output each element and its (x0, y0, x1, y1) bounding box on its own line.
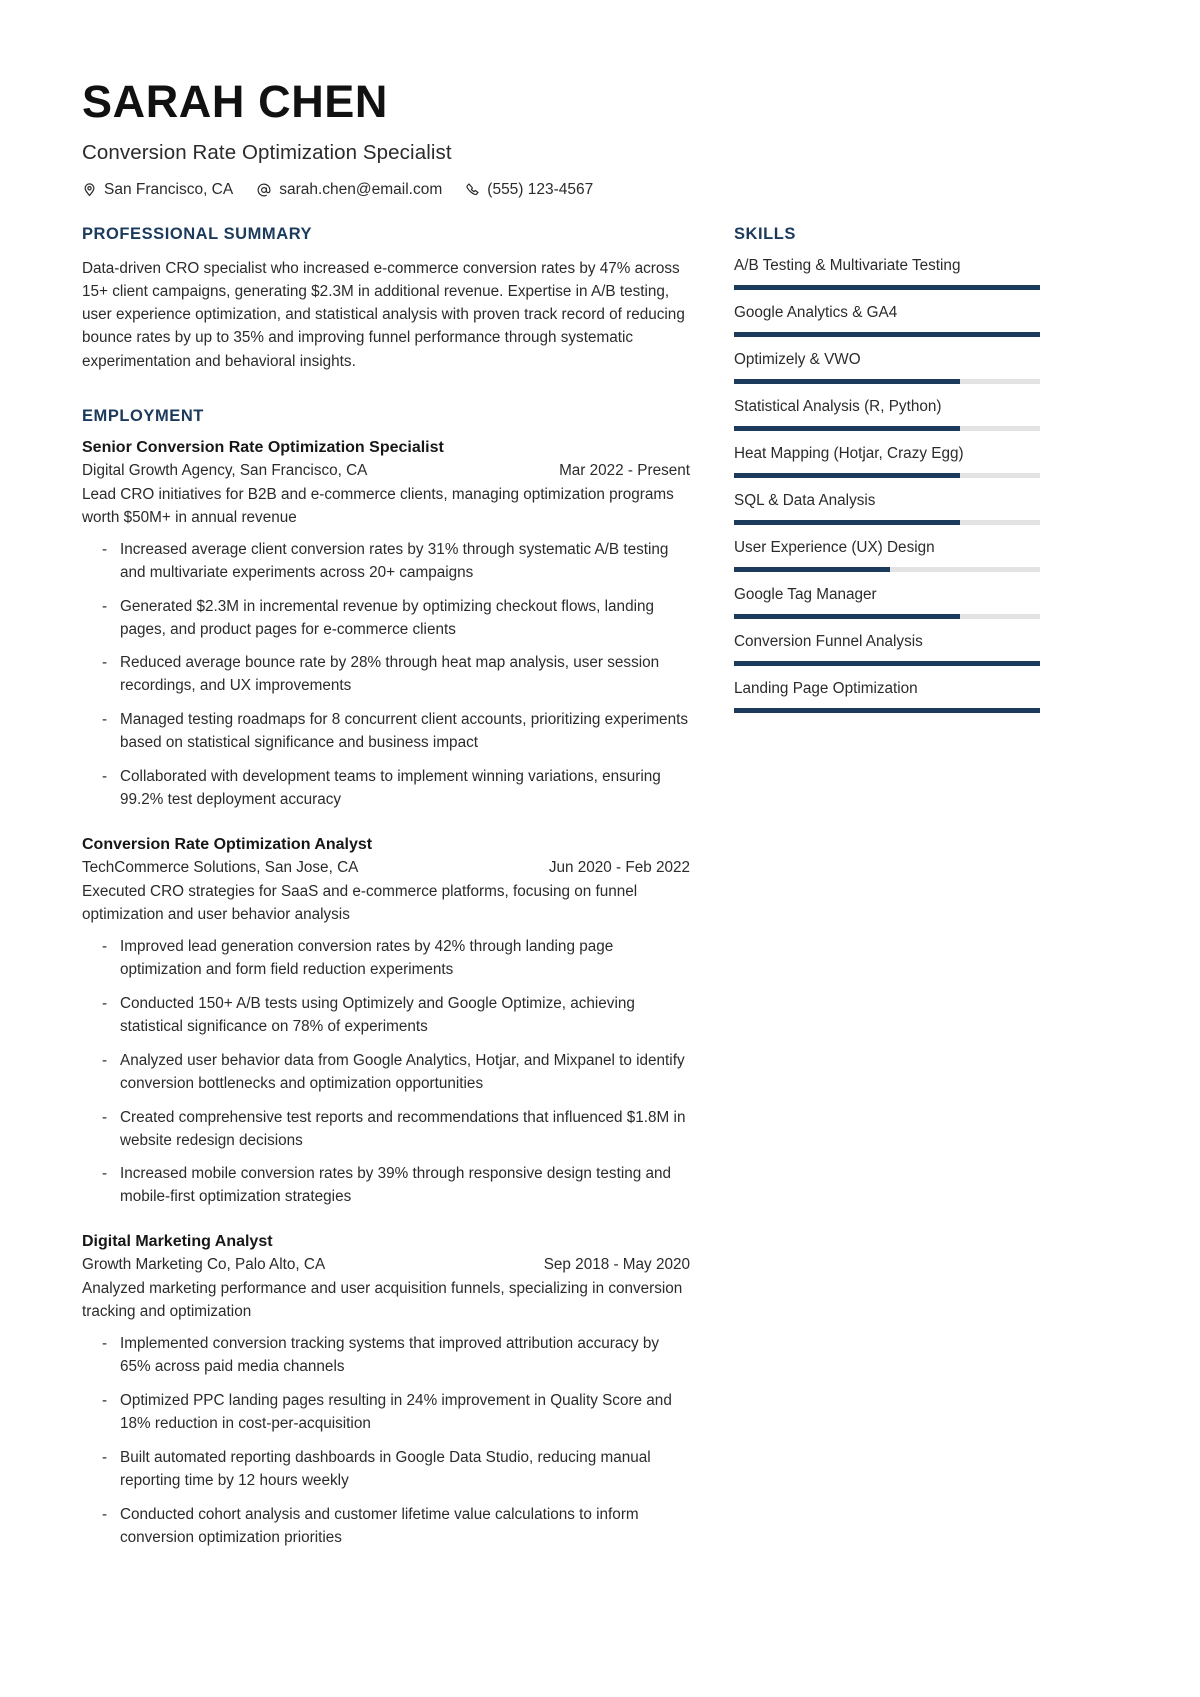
skill-item (734, 351, 1040, 384)
job-entry (82, 1233, 690, 1549)
contact-row (82, 181, 1118, 199)
skill-item (734, 539, 1040, 572)
skill-level-track (734, 520, 1040, 525)
section-employment (82, 407, 690, 1550)
job-bullet (82, 652, 690, 698)
contact-email[interactable] (256, 181, 442, 199)
skill-name: Google Analytics & GA4 (734, 303, 898, 321)
job-description: Analyzed marketing performance and user acquisition funnels, specializing in conversion tracking and optimization (82, 1280, 683, 1321)
bullet-dash-icon: - (102, 597, 108, 615)
candidate-name: SARAH CHEN (82, 76, 389, 127)
main-column (82, 225, 690, 1584)
job-bullet-text: Increased average client conversion rates by 31% through systematic A/B testing and multivariate experiments across 20+ campaigns (120, 540, 669, 581)
location-pin-icon (82, 182, 97, 197)
job-bullet (82, 993, 690, 1039)
job-bullet (82, 709, 690, 755)
skill-level-fill (734, 426, 960, 431)
job-title: Senior Conversion Rate Optimization Specialist (82, 438, 444, 456)
bullet-dash-icon: - (102, 1392, 108, 1410)
job-bullet-text: Created comprehensive test reports and recommendations that influenced $1.8M in website redesign decisions (120, 1108, 686, 1149)
job-company: Digital Growth Agency, San Francisco, CA (82, 461, 368, 479)
skill-level-track (734, 285, 1040, 290)
skill-name: Optimizely & VWO (734, 350, 861, 368)
job-company: TechCommerce Solutions, San Jose, CA (82, 859, 359, 877)
job-bullet-text: Collaborated with development teams to implement winning variations, ensuring 99.2% test deployment accuracy (120, 768, 661, 809)
bullet-dash-icon: - (102, 540, 108, 558)
skill-name: Statistical Analysis (R, Python) (734, 397, 942, 415)
section-professional-summary (82, 225, 690, 373)
skill-level-track (734, 426, 1040, 431)
skill-item (734, 492, 1040, 525)
job-bullet-text: Optimized PPC landing pages resulting in 24% improvement in Quality Score and 18% reduction in cost-per-acquisition (120, 1392, 672, 1433)
job-dates: Sep 2018 - May 2020 (543, 1256, 690, 1274)
skill-item (734, 586, 1040, 619)
section-title-skills: SKILLS (734, 224, 796, 243)
skill-name: Heat Mapping (Hotjar, Crazy Egg) (734, 444, 964, 462)
job-bullet (82, 1050, 690, 1096)
section-title-employment: EMPLOYMENT (82, 406, 204, 425)
job-bullet-text: Managed testing roadmaps for 8 concurrent client accounts, prioritizing experiments based on statistical significance and business impact (120, 711, 688, 752)
section-title-summary: PROFESSIONAL SUMMARY (82, 224, 313, 243)
skill-level-fill (734, 567, 890, 572)
skill-level-track (734, 332, 1040, 337)
skill-level-track (734, 614, 1040, 619)
skill-name: SQL & Data Analysis (734, 491, 876, 509)
bullet-dash-icon: - (102, 1051, 108, 1069)
skill-level-fill (734, 708, 1040, 713)
job-entry (82, 439, 690, 812)
bullet-dash-icon: - (102, 994, 108, 1012)
skill-level-fill (734, 285, 1040, 290)
job-bullet-text: Conducted cohort analysis and customer lifetime value calculations to inform conversion optimization priorities (120, 1505, 639, 1546)
job-title: Digital Marketing Analyst (82, 1233, 273, 1251)
skill-level-track (734, 661, 1040, 666)
skill-item (734, 445, 1040, 478)
skill-level-fill (734, 473, 960, 478)
email-at-icon (256, 182, 272, 198)
candidate-headline: Conversion Rate Optimization Specialist (82, 140, 452, 164)
bullet-dash-icon: - (102, 1108, 108, 1126)
skill-level-fill (734, 614, 960, 619)
skill-list (734, 257, 1040, 713)
job-meta (82, 859, 690, 877)
job-title: Conversion Rate Optimization Analyst (82, 836, 373, 854)
job-description: Executed CRO strategies for SaaS and e-commerce platforms, focusing on funnel optimization and user behavior analysis (82, 883, 638, 924)
contact-email-text: sarah.chen@email.com (279, 180, 443, 198)
skill-name: User Experience (UX) Design (734, 538, 935, 556)
skill-level-fill (734, 332, 1040, 337)
skill-name: A/B Testing & Multivariate Testing (734, 256, 961, 274)
phone-icon (465, 182, 480, 197)
contact-location-text: San Francisco, CA (104, 180, 234, 198)
job-bullet (82, 1333, 690, 1379)
skill-level-track (734, 567, 1040, 572)
job-dates: Mar 2022 - Present (559, 461, 690, 479)
job-bullet (82, 1504, 690, 1550)
skill-level-track (734, 379, 1040, 384)
job-bullet-text: Analyzed user behavior data from Google Analytics, Hotjar, and Mixpanel to identify conversion bottlenecks and optimization opportunities (120, 1051, 685, 1092)
job-bullet-text: Increased mobile conversion rates by 39% through responsive design testing and mobile-first optimization strategies (120, 1165, 672, 1206)
bullet-dash-icon: - (102, 768, 108, 786)
job-company: Growth Marketing Co, Palo Alto, CA (82, 1256, 326, 1274)
resume-header (82, 78, 1118, 199)
job-bullet (82, 1390, 690, 1436)
job-list (82, 439, 690, 1550)
job-entry (82, 836, 690, 1209)
job-bullet (82, 1163, 690, 1209)
skill-name: Landing Page Optimization (734, 679, 918, 697)
contact-phone-text: (555) 123-4567 (487, 180, 594, 198)
skill-item (734, 633, 1040, 666)
skill-level-track (734, 473, 1040, 478)
job-dates: Jun 2020 - Feb 2022 (548, 859, 690, 877)
skill-item (734, 257, 1040, 290)
resume-body (82, 225, 1118, 1584)
section-skills (734, 225, 1040, 713)
skill-item (734, 304, 1040, 337)
skill-level-fill (734, 379, 960, 384)
summary-text: Data-driven CRO specialist who increased e-commerce conversion rates by 47% across 15+ client campaigns, generating $2.3M in additional revenue. Expertise in A/B testing, user experience optimization, and statistical analysis with proven track record of reducing bounce rates by up to 35% and improving funnel performance through systematic experimentation and behavioral insights. (82, 259, 685, 370)
job-meta (82, 1256, 690, 1274)
job-bullet (82, 1447, 690, 1493)
skill-level-track (734, 708, 1040, 713)
bullet-dash-icon: - (102, 1448, 108, 1466)
job-bullet-text: Implemented conversion tracking systems that improved attribution accuracy by 65% across paid media channels (120, 1335, 660, 1376)
contact-phone[interactable] (465, 181, 593, 199)
job-bullet-list (82, 1333, 690, 1550)
contact-location (82, 181, 233, 199)
job-bullet-text: Conducted 150+ A/B tests using Optimizely and Google Optimize, achieving statistical significance on 78% of experiments (120, 994, 635, 1035)
job-bullet (82, 1107, 690, 1153)
job-bullet-text: Reduced average bounce rate by 28% through heat map analysis, user session recordings, and UX improvements (120, 654, 660, 695)
bullet-dash-icon: - (102, 1165, 108, 1183)
skill-level-fill (734, 520, 960, 525)
job-bullet-list (82, 936, 690, 1209)
job-bullet-text: Built automated reporting dashboards in Google Data Studio, reducing manual reporting time by 12 hours weekly (120, 1448, 651, 1489)
bullet-dash-icon: - (102, 654, 108, 672)
job-bullet-text: Improved lead generation conversion rates by 42% through landing page optimization and form field reduction experiments (120, 937, 614, 978)
skill-level-fill (734, 661, 1040, 666)
bullet-dash-icon: - (102, 1505, 108, 1523)
job-meta (82, 462, 690, 480)
skill-item (734, 398, 1040, 431)
job-bullet-text: Generated $2.3M in incremental revenue by optimizing checkout flows, landing pages, and product pages for e-commerce clients (120, 597, 654, 638)
skill-name: Conversion Funnel Analysis (734, 632, 923, 650)
side-column (734, 225, 1040, 747)
job-description: Lead CRO initiatives for B2B and e-commerce clients, managing optimization programs worth $50M+ in annual revenue (82, 485, 674, 526)
job-bullet (82, 766, 690, 812)
job-bullet (82, 539, 690, 585)
skill-item (734, 680, 1040, 713)
skill-name: Google Tag Manager (734, 585, 877, 603)
bullet-dash-icon: - (102, 937, 108, 955)
bullet-dash-icon: - (102, 1335, 108, 1353)
job-bullet-list (82, 539, 690, 812)
job-bullet (82, 596, 690, 642)
bullet-dash-icon: - (102, 711, 108, 729)
job-bullet (82, 936, 690, 982)
